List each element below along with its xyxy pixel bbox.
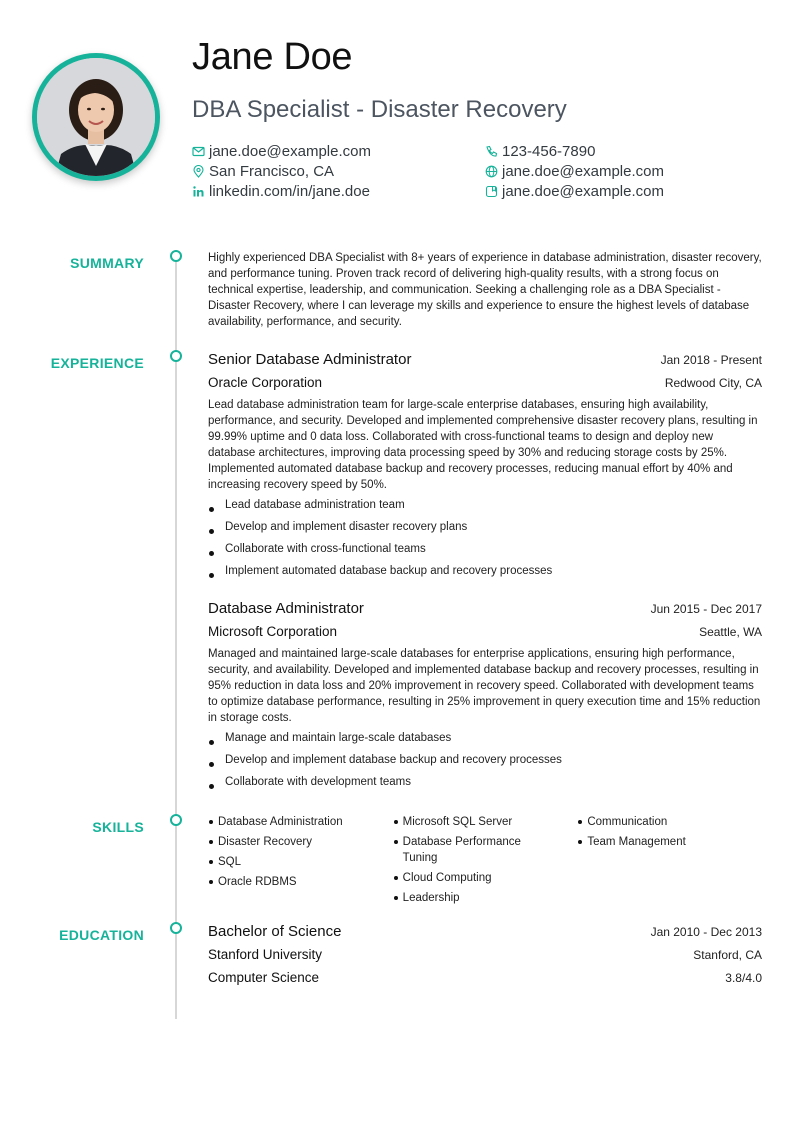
education-dates: Jan 2010 - Dec 2013 <box>650 925 762 939</box>
skill-item: Disaster Recovery <box>208 834 368 850</box>
skills-column <box>208 814 393 910</box>
timeline-dot-skills <box>170 814 182 826</box>
mail-icon <box>192 145 205 158</box>
skill-item: SQL <box>208 854 368 870</box>
contact-phone-text: 123-456-7890 <box>502 143 596 160</box>
timeline-dot-summary <box>170 250 182 262</box>
section-label-experience: EXPERIENCE <box>50 355 144 371</box>
job-bullets <box>208 497 762 585</box>
phone-icon <box>485 145 498 158</box>
contact-portfolio-text: jane.doe@example.com <box>502 183 664 200</box>
section-label-summary: SUMMARY <box>70 255 144 271</box>
gpa: 3.8/4.0 <box>725 971 762 985</box>
map-pin-icon <box>192 165 205 178</box>
list-item: Implement automated database backup and recovery processes <box>208 563 762 585</box>
job-title: Database Administrator <box>208 600 364 617</box>
contact-portfolio[interactable] <box>485 183 664 200</box>
list-item: Manage and maintain large-scale databases <box>208 730 762 752</box>
skill-item: Team Management <box>577 834 737 850</box>
skills-grid <box>208 814 762 910</box>
contact-phone[interactable] <box>485 143 595 160</box>
field-of-study: Computer Science <box>208 970 320 985</box>
job-description: Lead database administration team for large-scale enterprise databases, ensuring high availability, performance, and security. Developed and implemented comprehensive disaster recovery plans, resulting in 99.99% uptime and 0 data loss. Collaborated with cross-functional teams to design and deploy new database architectures, improving data processing speed by 30% and reducing storage costs by 25%. Implemented automated database backup and recovery processes, reducing manual effort by 40% and increasing recovery speed by 50%. <box>208 399 758 491</box>
skill-item: Database Administration <box>208 814 368 830</box>
contact-website-text: jane.doe@example.com <box>502 163 664 180</box>
timeline-dot-education <box>170 922 182 934</box>
list-item: Lead database administration team <box>208 497 762 519</box>
job-dates: Jan 2018 - Present <box>660 353 762 367</box>
skill-item: Database Performance Tuning <box>393 834 553 866</box>
summary-section <box>208 250 762 330</box>
candidate-role: DBA Specialist - Disaster Recovery <box>192 96 567 123</box>
contact-location-text: San Francisco, CA <box>209 163 335 180</box>
avatar-ring <box>32 53 160 181</box>
company-name: Oracle Corporation <box>208 375 323 390</box>
globe-icon <box>485 165 498 178</box>
job-bullets <box>208 730 762 796</box>
experience-entry <box>208 351 762 585</box>
skills-section <box>208 814 762 910</box>
job-dates: Jun 2015 - Dec 2017 <box>650 602 762 616</box>
school-name: Stanford University <box>208 947 323 962</box>
contact-linkedin[interactable] <box>192 183 370 200</box>
list-item: Develop and implement database backup and recovery processes <box>208 752 762 774</box>
skill-item: Leadership <box>393 890 553 906</box>
section-label-skills: SKILLS <box>92 819 144 835</box>
experience-entry <box>208 600 762 796</box>
job-location: Seattle, WA <box>699 625 762 639</box>
contact-email-text: jane.doe@example.com <box>209 143 371 160</box>
contact-location <box>192 163 334 180</box>
skill-item: Oracle RDBMS <box>208 874 368 890</box>
company-name: Microsoft Corporation <box>208 624 338 639</box>
skill-item: Microsoft SQL Server <box>393 814 553 830</box>
timeline-line <box>175 257 177 1019</box>
list-item: Collaborate with development teams <box>208 774 762 796</box>
skills-column <box>393 814 578 910</box>
portfolio-icon <box>485 185 498 198</box>
contact-email[interactable] <box>192 143 371 160</box>
avatar <box>37 58 155 176</box>
skill-item: Communication <box>577 814 737 830</box>
job-title: Senior Database Administrator <box>208 351 412 368</box>
candidate-name: Jane Doe <box>192 36 353 78</box>
linkedin-icon <box>192 185 205 198</box>
skill-item: Cloud Computing <box>393 870 553 886</box>
skills-column <box>577 814 762 910</box>
job-description: Managed and maintained large-scale databases for enterprise applications, ensuring high performance, security, and availability. Developed and implemented database backup and recovery processes, resulting in 95% reduction in data loss and 20% improvement in recovery speed. Collaborated with development teams to optimize database performance, resulting in 25% improvement in query execution time and 15% reduction in storage costs. <box>208 648 761 724</box>
section-label-education: EDUCATION <box>59 927 144 943</box>
job-location: Redwood City, CA <box>664 376 762 390</box>
list-item: Collaborate with cross-functional teams <box>208 541 762 563</box>
timeline-dot-experience <box>170 350 182 362</box>
summary-text: Highly experienced DBA Specialist with 8+ years of experience in database administration, disaster recovery, and performance tuning. Proven track record of delivering high-quality results, with a strong focus on technical expertise, leadership, and communication. Seeking a challenging role as a DBA Specialist - Disaster Recovery, where I can leverage my skills and experience to ensure the highest levels of database availability, performance, and security. <box>208 252 762 328</box>
contact-website[interactable] <box>485 163 664 180</box>
list-item: Develop and implement disaster recovery plans <box>208 519 762 541</box>
degree: Bachelor of Science <box>208 923 342 940</box>
education-entry <box>208 923 762 992</box>
contact-linkedin-text: linkedin.com/in/jane.doe <box>209 183 370 200</box>
school-location: Stanford, CA <box>693 948 762 962</box>
